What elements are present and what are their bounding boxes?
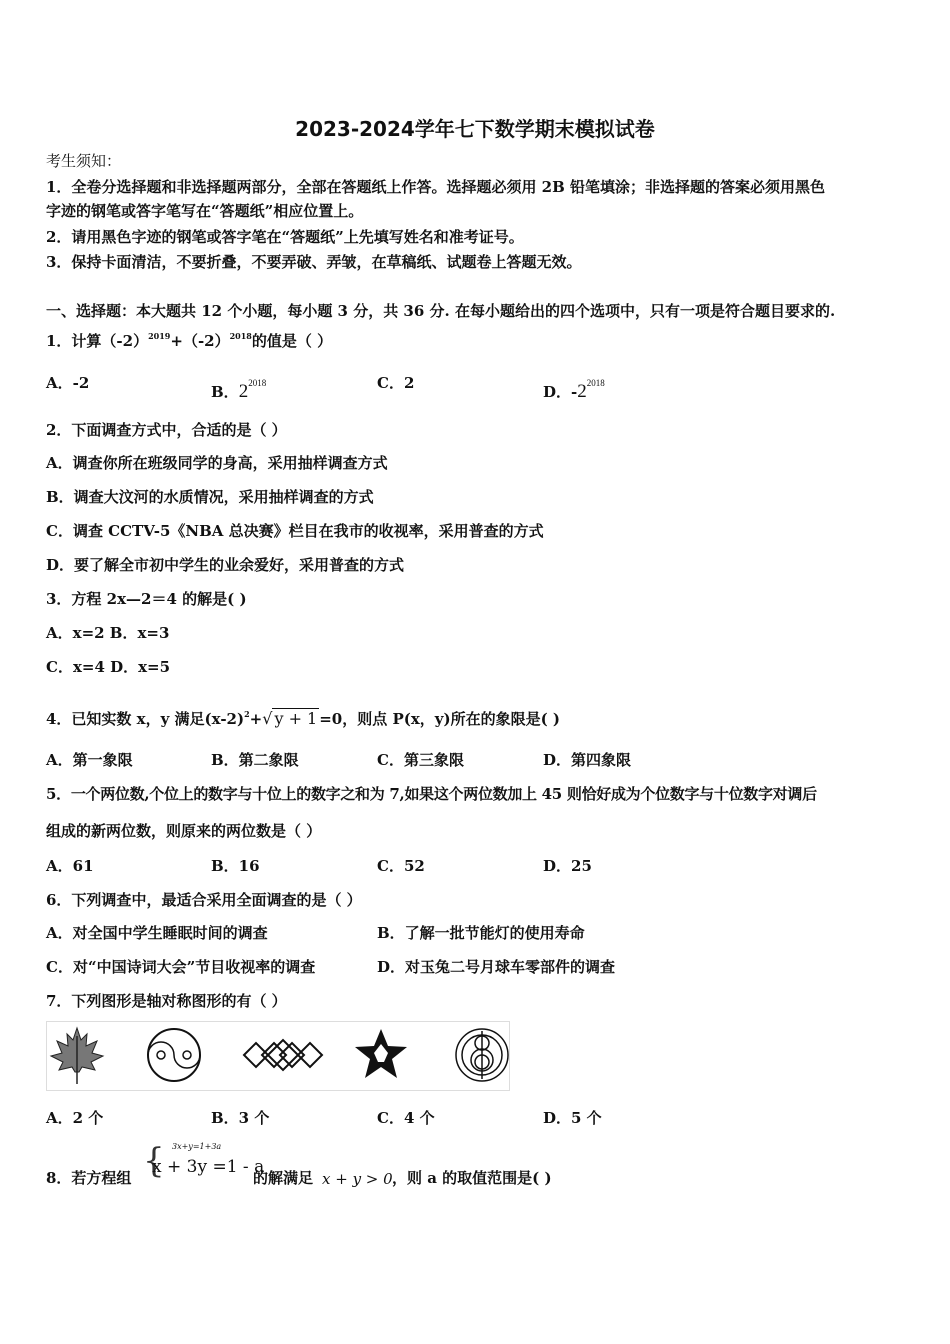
yin-yang-figure — [145, 1026, 203, 1084]
question-5-option-d: D．25 — [543, 857, 592, 875]
question-8-stem-a: 8．若方程组 — [46, 1169, 132, 1187]
question-6-option-a: A．对全国中学生睡眠时间的调查 — [46, 924, 268, 942]
notice-item-2: 2．请用黑色字迹的钢笔或答字笔在“答题纸”上先填写姓名和准考证号。 — [46, 228, 524, 246]
question-3-options-cd: C．x=4 D．x=5 — [46, 658, 171, 676]
question-8-stem-b: 的解满足 — [253, 1169, 314, 1187]
question-1-option-d: D．$-2^{2018}$ — [543, 378, 605, 402]
question-4-option-a: A．第一象限 — [46, 751, 133, 769]
notice-heading: 考生须知： — [46, 152, 122, 170]
question-2-option-a: A．调查你所在班级同学的身高，采用抽样调查方式 — [46, 454, 388, 472]
question-3-options-ab: A．x=2 B．x=3 — [46, 624, 170, 642]
question-7-option-a: A．2 个 — [46, 1109, 104, 1127]
question-8-stem-c: ，则 a 的取值范围是( ) — [392, 1169, 552, 1187]
question-1-option-c: C．2 — [377, 374, 415, 392]
condition: x + y > 0 — [322, 1170, 393, 1188]
page-title: 2023-2024学年七下数学期末模拟试卷 — [295, 117, 655, 141]
question-4-stem: 4．已知实数 x，y 满足$(x-2)^2+√$ y + 1 =0，则点 P(x，y)所在的象限是( ) — [46, 709, 561, 728]
section-heading: 一、选择题：本大题共 12 个小题，每小题 3 分，共 36 分. 在每小题给出的四个选项中，只有一项是符合题目要求的. — [46, 302, 836, 320]
equation-brace: { — [143, 1141, 165, 1181]
notice-item-1-line-1: 1．全卷分选择题和非选择题两部分，全部在答题纸上作答。选择题必须用 2B 铅笔填涂；非选择题的答案必须用黑色 — [46, 178, 826, 196]
equation-2: x + 3y =1 - a — [152, 1157, 265, 1177]
question-5-line-1: 5．一个两位数,个位上的数字与十位上的数字之和为 7,如果这个两位数加上 45 则恰好成为个位数字与十位数字对调后 — [46, 785, 817, 803]
question-7-option-d: D．5 个 — [543, 1109, 602, 1127]
question-2-option-d: D．要了解全市初中学生的业余爱好，采用普查的方式 — [46, 556, 405, 574]
question-5-option-a: A．61 — [46, 857, 94, 875]
question-5-option-c: C．52 — [377, 857, 425, 875]
question-3-stem: 3．方程 2x—2＝4 的解是( ) — [46, 590, 247, 608]
question-7-stem: 7．下列图形是轴对称图形的有（ ） — [46, 992, 287, 1010]
question-4-option-d: D．第四象限 — [543, 751, 632, 769]
question-6-option-d: D．对玉兔二号月球车零部件的调查 — [377, 958, 616, 976]
question-4-option-c: C．第三象限 — [377, 751, 464, 769]
question-1-option-b: B．$2^{2018}$ — [211, 378, 267, 402]
question-7-option-c: C．4 个 — [377, 1109, 435, 1127]
knot-pattern-figure — [240, 1026, 326, 1084]
question-2-option-b: B．调查大汶河的水质情况，采用抽样调查的方式 — [46, 488, 374, 506]
question-6-stem: 6．下列调查中，最适合采用全面调查的是（ ） — [46, 891, 362, 909]
question-5-line-2: 组成的新两位数，则原来的两位数是（ ） — [46, 822, 322, 840]
question-2-stem: 2．下面调查方式中，合适的是（ ） — [46, 421, 287, 439]
notice-item-1-line-2: 字迹的钢笔或答字笔写在“答题纸”相应位置上。 — [46, 202, 364, 220]
question-1-stem: 1．计算$(-2)^{2019}+(-2)^{2018}$的值是（ ） — [46, 331, 333, 350]
question-5-option-b: B．16 — [211, 857, 260, 875]
question-6-option-b: B．了解一批节能灯的使用寿命 — [377, 924, 585, 942]
question-4-option-b: B．第二象限 — [211, 751, 299, 769]
notice-item-3: 3．保持卡面清洁，不要折叠，不要弄破、弄皱，在草稿纸、试题卷上答题无效。 — [46, 253, 582, 271]
equation-1: 3x+y=1+3a — [172, 1142, 222, 1151]
question-7-figures — [46, 1021, 510, 1091]
question-2-option-c: C．调查 CCTV-5《NBA 总决赛》栏目在我市的收视率，采用普查的方式 — [46, 522, 544, 540]
question-7-option-b: B．3 个 — [211, 1109, 270, 1127]
star-figure — [351, 1026, 411, 1084]
question-6-option-c: C．对“中国诗词大会”节目收视率的调查 — [46, 958, 316, 976]
question-1-option-a: A．-2 — [46, 374, 90, 392]
nested-circles-figure — [453, 1026, 511, 1084]
maple-leaf-figure — [49, 1026, 105, 1086]
